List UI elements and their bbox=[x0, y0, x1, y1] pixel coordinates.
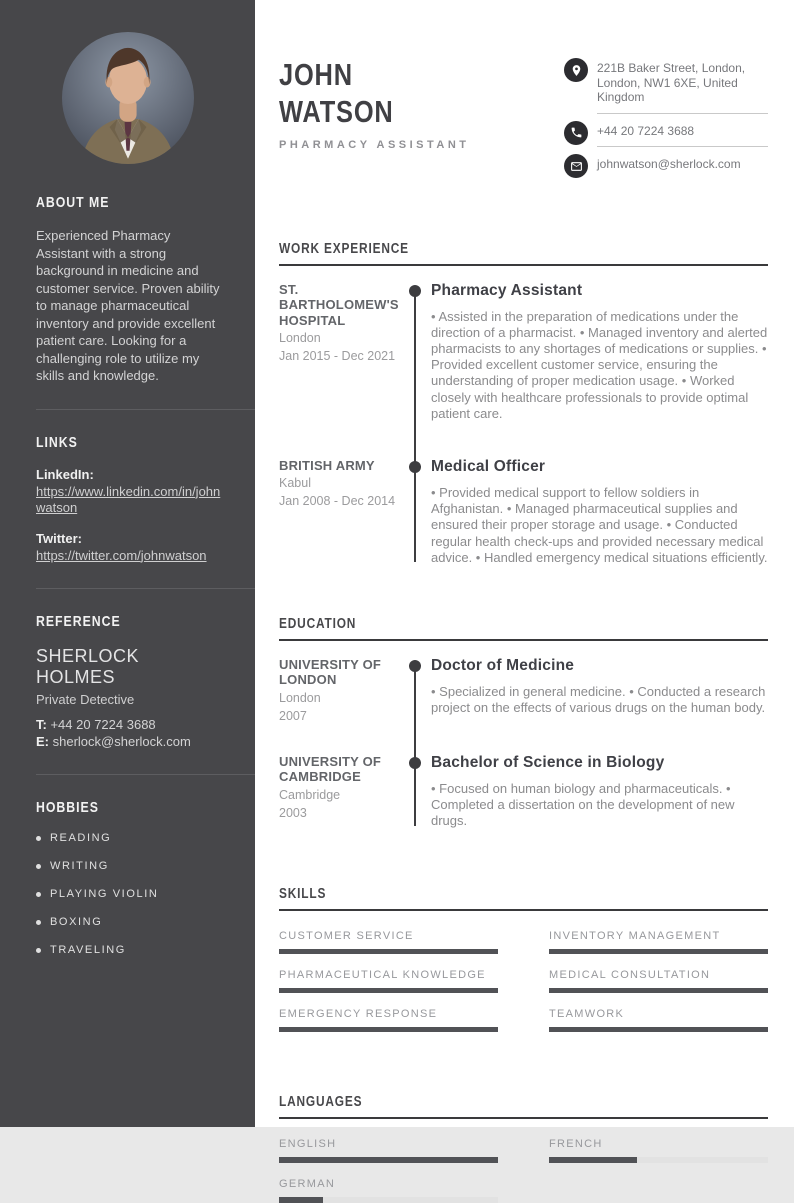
last-name: WATSON bbox=[279, 94, 394, 129]
entry-dates: 2003 bbox=[279, 805, 307, 820]
contact-phone bbox=[564, 121, 768, 148]
main-content bbox=[255, 0, 794, 1190]
education-section bbox=[279, 616, 768, 830]
skill-label: INVENTORY MANAGEMENT bbox=[549, 929, 721, 942]
education-entries bbox=[279, 657, 768, 830]
section-rule bbox=[279, 909, 768, 911]
skill-bar-fill bbox=[279, 1027, 498, 1032]
twitter-label: Twitter: bbox=[36, 530, 82, 546]
work-experience-heading: WORK EXPERIENCE bbox=[279, 240, 409, 257]
twitter-link[interactable]: https://twitter.com/johnwatson bbox=[36, 547, 207, 563]
about-heading: ABOUT ME bbox=[36, 194, 110, 211]
job-title: PHARMACY ASSISTANT bbox=[279, 139, 470, 151]
languages-grid bbox=[279, 1138, 768, 1203]
reference-phone bbox=[36, 716, 223, 733]
hobby-label: WRITING bbox=[50, 860, 109, 872]
first-name: JOHN bbox=[279, 57, 353, 92]
entry-right bbox=[431, 282, 768, 422]
skill-item bbox=[279, 930, 498, 954]
hobbies-heading: HOBBIES bbox=[36, 799, 99, 816]
bullet-icon bbox=[36, 864, 41, 869]
entry-location: Kabul bbox=[279, 476, 311, 491]
reference-phone-label: T: bbox=[36, 717, 47, 732]
reference-name: SHERLOCK HOLMES bbox=[36, 646, 140, 687]
hobby-label: TRAVELING bbox=[50, 944, 126, 956]
skill-bar-fill bbox=[549, 949, 768, 954]
entry-location: London bbox=[279, 690, 321, 705]
section-rule bbox=[279, 264, 768, 266]
contact-email bbox=[564, 154, 768, 180]
hobby-item bbox=[36, 860, 223, 872]
entry-title: Medical Officer bbox=[431, 457, 546, 475]
timeline-column bbox=[399, 754, 431, 830]
work-experience-section bbox=[279, 241, 768, 566]
entry-description: • Focused on human biology and pharmaceuticals. • Completed a dissertation on the development of new drugs. bbox=[431, 780, 735, 829]
about-text: Experienced Pharmacy Assistant with a strong background in medicine and customer service. Proven ability to manage pharmaceutical inventory and provide excellent patient care. Looking for a challenging role to utilize my skills and knowledge. bbox=[36, 228, 220, 383]
reference-email-value: sherlock@sherlock.com bbox=[52, 734, 191, 749]
linkedin-link[interactable]: https://www.linkedin.com/in/johnwatson bbox=[36, 483, 221, 515]
language-bar bbox=[549, 1157, 768, 1163]
link-item-linkedin bbox=[36, 467, 223, 517]
entry-org: UNIVERSITY OF CAMBRIDGE bbox=[279, 753, 382, 785]
entry-description: • Assisted in the preparation of medications under the direction of a pharmacist. • Managed inventory and alerted pharmacists to any shortages of medications or supplies. • Provided excellent customer service, ensuring the understanding of proper medication usage. • Worked closely with healthcare professionals to provide optimal patient care. bbox=[431, 308, 768, 421]
timeline-dot-icon bbox=[409, 660, 421, 672]
language-bar-fill bbox=[279, 1157, 498, 1163]
entry-description: • Provided medical support to fellow soldiers in Afghanistan. • Managed pharmaceutical supplies and ensured their proper storage and usage. • Conducted regular health check-ups and provided necessary medical advice. • Handled emergency medical situations efficiently. bbox=[431, 484, 768, 565]
language-bar bbox=[279, 1197, 498, 1203]
timeline-column bbox=[399, 282, 431, 422]
skill-bar bbox=[549, 988, 768, 993]
hobby-item bbox=[36, 916, 223, 928]
email-icon bbox=[564, 154, 588, 178]
entry-title: Doctor of Medicine bbox=[431, 656, 575, 674]
about-section bbox=[0, 164, 255, 409]
contact-address-text: 221B Baker Street, London, London, NW1 6XE, United Kingdom bbox=[597, 58, 768, 114]
contact-list bbox=[564, 56, 768, 187]
skill-bar bbox=[279, 988, 498, 993]
link-item-twitter bbox=[36, 531, 223, 565]
entry-dates: 2007 bbox=[279, 708, 307, 723]
work-entry bbox=[279, 282, 768, 422]
skill-bar bbox=[549, 949, 768, 954]
entry-description: • Specialized in general medicine. • Conducted a research project on the effects of various drugs on the human body. bbox=[431, 683, 766, 716]
header bbox=[279, 56, 768, 187]
education-heading: EDUCATION bbox=[279, 615, 357, 632]
languages-heading: LANGUAGES bbox=[279, 1093, 363, 1110]
skill-item bbox=[279, 969, 498, 993]
hobbies-section bbox=[0, 775, 255, 980]
timeline-dot-icon bbox=[409, 757, 421, 769]
reference-role: Private Detective bbox=[36, 692, 135, 707]
education-entry bbox=[279, 754, 768, 830]
section-rule bbox=[279, 1117, 768, 1119]
location-pin-icon bbox=[564, 58, 588, 82]
timeline-column bbox=[399, 458, 431, 566]
reference-email-label: E: bbox=[36, 734, 49, 749]
links-heading: LINKS bbox=[36, 433, 78, 451]
hobby-item bbox=[36, 888, 223, 900]
reference-email bbox=[36, 733, 223, 750]
page-title bbox=[279, 56, 470, 130]
language-item bbox=[549, 1138, 768, 1163]
skills-section bbox=[279, 886, 768, 1032]
links-section bbox=[0, 410, 255, 589]
profile-photo bbox=[62, 32, 194, 164]
language-bar-fill bbox=[549, 1157, 637, 1163]
work-entries bbox=[279, 282, 768, 566]
entry-left bbox=[279, 754, 399, 830]
language-item bbox=[279, 1178, 498, 1203]
entry-left bbox=[279, 458, 399, 566]
name-block bbox=[279, 56, 470, 187]
hobby-label: PLAYING VIOLIN bbox=[50, 888, 159, 900]
skill-bar-fill bbox=[549, 1027, 768, 1032]
skill-label: TEAMWORK bbox=[549, 1007, 625, 1020]
language-label: FRENCH bbox=[549, 1137, 603, 1150]
entry-right bbox=[431, 657, 768, 724]
profile-photo-illustration bbox=[62, 32, 194, 164]
reference-heading: REFERENCE bbox=[36, 613, 121, 630]
skill-bar-fill bbox=[279, 949, 498, 954]
language-label: GERMAN bbox=[279, 1177, 336, 1190]
section-rule bbox=[279, 639, 768, 641]
skill-bar bbox=[549, 1027, 768, 1032]
contact-address bbox=[564, 58, 768, 114]
skill-bar-fill bbox=[279, 988, 498, 993]
skill-label: CUSTOMER SERVICE bbox=[279, 929, 414, 942]
contact-email-text: johnwatson@sherlock.com bbox=[597, 157, 741, 171]
entry-title: Bachelor of Science in Biology bbox=[431, 753, 665, 771]
timeline-dot-icon bbox=[409, 285, 421, 297]
skill-item bbox=[279, 1008, 498, 1032]
entry-location: London bbox=[279, 331, 321, 345]
entry-org: BRITISH ARMY bbox=[279, 457, 375, 473]
bullet-icon bbox=[36, 892, 41, 897]
bullet-icon bbox=[36, 836, 41, 841]
skill-label: MEDICAL CONSULTATION bbox=[549, 968, 711, 981]
phone-icon bbox=[564, 121, 588, 145]
bullet-icon bbox=[36, 920, 41, 925]
skill-label: PHARMACEUTICAL KNOWLEDGE bbox=[279, 968, 486, 981]
hobby-item bbox=[36, 944, 223, 956]
language-item bbox=[279, 1138, 498, 1163]
work-entry bbox=[279, 458, 768, 566]
skills-grid bbox=[279, 930, 768, 1032]
skills-heading: SKILLS bbox=[279, 885, 327, 902]
entry-left bbox=[279, 657, 399, 724]
skill-bar bbox=[279, 1027, 498, 1032]
skill-item bbox=[549, 1008, 768, 1032]
hobby-label: BOXING bbox=[50, 916, 103, 928]
skill-bar bbox=[279, 949, 498, 954]
entry-location: Cambridge bbox=[279, 787, 341, 802]
language-bar bbox=[279, 1157, 498, 1163]
hobby-item bbox=[36, 832, 223, 844]
timeline-dot-icon bbox=[409, 461, 421, 473]
bullet-icon bbox=[36, 948, 41, 953]
education-entry bbox=[279, 657, 768, 724]
entry-right bbox=[431, 754, 768, 830]
entry-dates: Jan 2015 - Dec 2021 bbox=[279, 349, 396, 363]
skill-label: EMERGENCY RESPONSE bbox=[279, 1007, 438, 1020]
entry-left bbox=[279, 282, 399, 422]
skill-item bbox=[549, 969, 768, 993]
languages-section bbox=[279, 1094, 768, 1203]
sidebar bbox=[0, 0, 255, 1127]
skill-item bbox=[549, 930, 768, 954]
entry-org: ST. BARTHOLOMEW'S HOSPITAL bbox=[279, 281, 399, 328]
language-bar-fill bbox=[279, 1197, 323, 1203]
timeline-column bbox=[399, 657, 431, 724]
entry-org: UNIVERSITY OF LONDON bbox=[279, 656, 382, 688]
entry-dates: Jan 2008 - Dec 2014 bbox=[279, 494, 396, 509]
hobby-label: READING bbox=[50, 832, 112, 844]
skill-bar-fill bbox=[549, 988, 768, 993]
reference-section bbox=[0, 589, 255, 774]
reference-phone-value: +44 20 7224 3688 bbox=[50, 717, 156, 732]
entry-title: Pharmacy Assistant bbox=[431, 281, 583, 299]
linkedin-label: LinkedIn: bbox=[36, 466, 94, 482]
language-label: ENGLISH bbox=[279, 1137, 337, 1150]
entry-right bbox=[431, 458, 768, 566]
contact-phone-text: +44 20 7224 3688 bbox=[597, 121, 768, 148]
